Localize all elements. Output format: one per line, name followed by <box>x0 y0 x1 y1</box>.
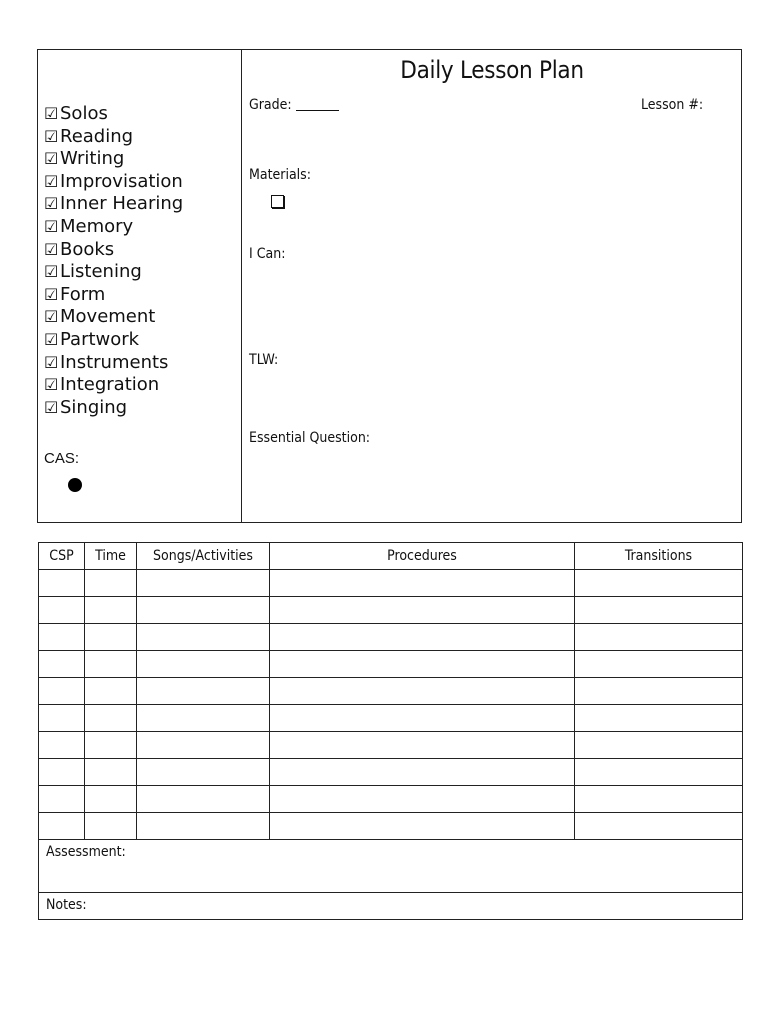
checklist-item-label: Listening <box>60 261 142 283</box>
lesson-header-box <box>37 49 742 523</box>
table-cell-transitions[interactable] <box>575 786 743 813</box>
table-cell-time[interactable] <box>85 759 137 786</box>
table-row <box>39 570 743 597</box>
checkbox-checked-icon[interactable]: ☑ <box>44 171 59 191</box>
checkbox-checked-icon[interactable]: ☑ <box>44 262 59 282</box>
column-header-time: Time <box>85 543 137 570</box>
table-cell-songs-activities[interactable] <box>137 732 270 759</box>
table-cell-time[interactable] <box>85 597 137 624</box>
column-header-transitions: Transitions <box>575 543 743 570</box>
checklist-item-label: Inner Hearing <box>60 193 184 215</box>
checklist-item[interactable] <box>44 103 183 126</box>
checklist-item[interactable] <box>44 329 183 352</box>
grade-label: Grade: <box>249 97 292 113</box>
table-cell-csp[interactable] <box>39 786 85 813</box>
table-header-row <box>39 543 743 570</box>
table-cell-procedures[interactable] <box>270 759 575 786</box>
grade-field[interactable] <box>249 97 339 113</box>
table-cell-procedures[interactable] <box>270 678 575 705</box>
table-cell-time[interactable] <box>85 651 137 678</box>
assessment-label: Assessment: <box>46 844 126 860</box>
table-cell-csp[interactable] <box>39 813 85 840</box>
checklist-item-label: Improvisation <box>60 170 183 192</box>
i-can-label: I Can: <box>249 246 286 262</box>
checklist-item-label: Form <box>60 283 106 305</box>
checkbox-icon[interactable] <box>271 195 284 208</box>
checkbox-checked-icon[interactable]: ☑ <box>44 239 59 259</box>
table-cell-songs-activities[interactable] <box>137 624 270 651</box>
lesson-number-label: Lesson #: <box>641 97 704 113</box>
table-cell-transitions[interactable] <box>575 597 743 624</box>
table-cell-procedures[interactable] <box>270 813 575 840</box>
checkbox-checked-icon[interactable]: ☑ <box>44 104 59 123</box>
table-cell-transitions[interactable] <box>575 570 743 597</box>
checklist-item[interactable] <box>44 352 183 375</box>
table-cell-songs-activities[interactable] <box>137 786 270 813</box>
column-divider <box>241 50 242 522</box>
essential-question-label: Essential Question: <box>249 430 371 446</box>
notes-label: Notes: <box>46 897 87 913</box>
table-cell-songs-activities[interactable] <box>137 597 270 624</box>
cas-label: CAS: <box>44 450 80 467</box>
table-cell-csp[interactable] <box>39 597 85 624</box>
checklist-item-label: Movement <box>60 306 156 328</box>
checklist-item-label: Reading <box>60 125 134 147</box>
bullet-icon <box>68 478 82 492</box>
checklist-item-label: Memory <box>60 215 134 237</box>
checklist-item-label: Partwork <box>60 328 140 350</box>
checklist-item-label: Books <box>60 238 115 260</box>
checklist-item[interactable] <box>44 306 183 329</box>
table-cell-transitions[interactable] <box>575 705 743 732</box>
materials-label: Materials: <box>249 167 311 183</box>
table-cell-procedures[interactable] <box>270 597 575 624</box>
lesson-table <box>38 542 743 920</box>
grade-blank-line[interactable] <box>296 110 339 111</box>
checklist-item[interactable] <box>44 239 183 262</box>
table-cell-csp[interactable] <box>39 759 85 786</box>
checklist-item[interactable] <box>44 171 183 194</box>
table-cell-procedures[interactable] <box>270 705 575 732</box>
table-cell-time[interactable] <box>85 624 137 651</box>
table-row <box>39 759 743 786</box>
column-header-songs-activities: Songs/Activities <box>137 543 270 570</box>
table-cell-songs-activities[interactable] <box>137 705 270 732</box>
lesson-table-body <box>39 570 743 840</box>
page-title: Daily Lesson Plan <box>400 56 584 84</box>
checkbox-checked-icon[interactable]: ☑ <box>44 375 59 395</box>
notes-row <box>39 893 743 920</box>
checkbox-checked-icon[interactable]: ☑ <box>44 397 59 417</box>
assessment-cell[interactable] <box>39 840 743 893</box>
checkbox-checked-icon[interactable]: ☑ <box>44 307 59 327</box>
table-row <box>39 597 743 624</box>
checklist-item[interactable] <box>44 193 183 216</box>
table-cell-csp[interactable] <box>39 651 85 678</box>
table-row <box>39 705 743 732</box>
table-cell-songs-activities[interactable] <box>137 759 270 786</box>
table-cell-csp[interactable] <box>39 732 85 759</box>
table-cell-time[interactable] <box>85 786 137 813</box>
checklist-item-label: Instruments <box>60 351 169 373</box>
table-cell-procedures[interactable] <box>270 624 575 651</box>
table-cell-procedures[interactable] <box>270 786 575 813</box>
table-cell-transitions[interactable] <box>575 624 743 651</box>
checklist-item[interactable] <box>44 261 183 284</box>
table-cell-time[interactable] <box>85 732 137 759</box>
checklist-item[interactable] <box>44 284 183 307</box>
checklist-item[interactable] <box>44 216 183 239</box>
checklist-item[interactable] <box>44 397 183 420</box>
column-header-csp: CSP <box>39 543 85 570</box>
activity-checklist <box>44 103 183 419</box>
table-cell-transitions[interactable] <box>575 813 743 840</box>
table-cell-csp[interactable] <box>39 678 85 705</box>
table-cell-songs-activities[interactable] <box>137 570 270 597</box>
table-cell-transitions[interactable] <box>575 732 743 759</box>
table-row <box>39 786 743 813</box>
table-row <box>39 732 743 759</box>
table-row <box>39 624 743 651</box>
checkbox-checked-icon[interactable]: ☑ <box>44 126 59 146</box>
checkbox-checked-icon[interactable]: ☑ <box>44 216 59 236</box>
table-cell-procedures[interactable] <box>270 732 575 759</box>
table-cell-songs-activities[interactable] <box>137 813 270 840</box>
checklist-item-label: Writing <box>60 148 125 170</box>
table-row <box>39 651 743 678</box>
notes-cell[interactable] <box>39 893 743 920</box>
table-row <box>39 678 743 705</box>
table-cell-csp[interactable] <box>39 624 85 651</box>
table-cell-songs-activities[interactable] <box>137 678 270 705</box>
table-cell-transitions[interactable] <box>575 678 743 705</box>
column-header-procedures: Procedures <box>270 543 575 570</box>
table-cell-procedures[interactable] <box>270 651 575 678</box>
checkbox-checked-icon[interactable]: ☑ <box>44 284 59 304</box>
checkbox-checked-icon[interactable]: ☑ <box>44 329 59 349</box>
checklist-item-label: Singing <box>60 396 128 418</box>
checklist-item[interactable] <box>44 148 183 171</box>
table-cell-csp[interactable] <box>39 705 85 732</box>
checkbox-checked-icon[interactable]: ☑ <box>44 194 59 214</box>
checklist-item[interactable] <box>44 374 183 397</box>
checklist-item-label: Integration <box>60 374 160 396</box>
table-row <box>39 813 743 840</box>
table-cell-transitions[interactable] <box>575 759 743 786</box>
table-cell-time[interactable] <box>85 813 137 840</box>
table-cell-time[interactable] <box>85 705 137 732</box>
checkbox-checked-icon[interactable]: ☑ <box>44 352 59 372</box>
tlw-label: TLW: <box>249 352 279 368</box>
table-cell-time[interactable] <box>85 678 137 705</box>
table-cell-time[interactable] <box>85 570 137 597</box>
table-cell-csp[interactable] <box>39 570 85 597</box>
table-cell-procedures[interactable] <box>270 570 575 597</box>
table-cell-transitions[interactable] <box>575 651 743 678</box>
table-cell-songs-activities[interactable] <box>137 651 270 678</box>
checklist-item-label: Solos <box>60 103 108 124</box>
checklist-item[interactable] <box>44 126 183 149</box>
checkbox-checked-icon[interactable]: ☑ <box>44 149 59 169</box>
assessment-row <box>39 840 743 893</box>
